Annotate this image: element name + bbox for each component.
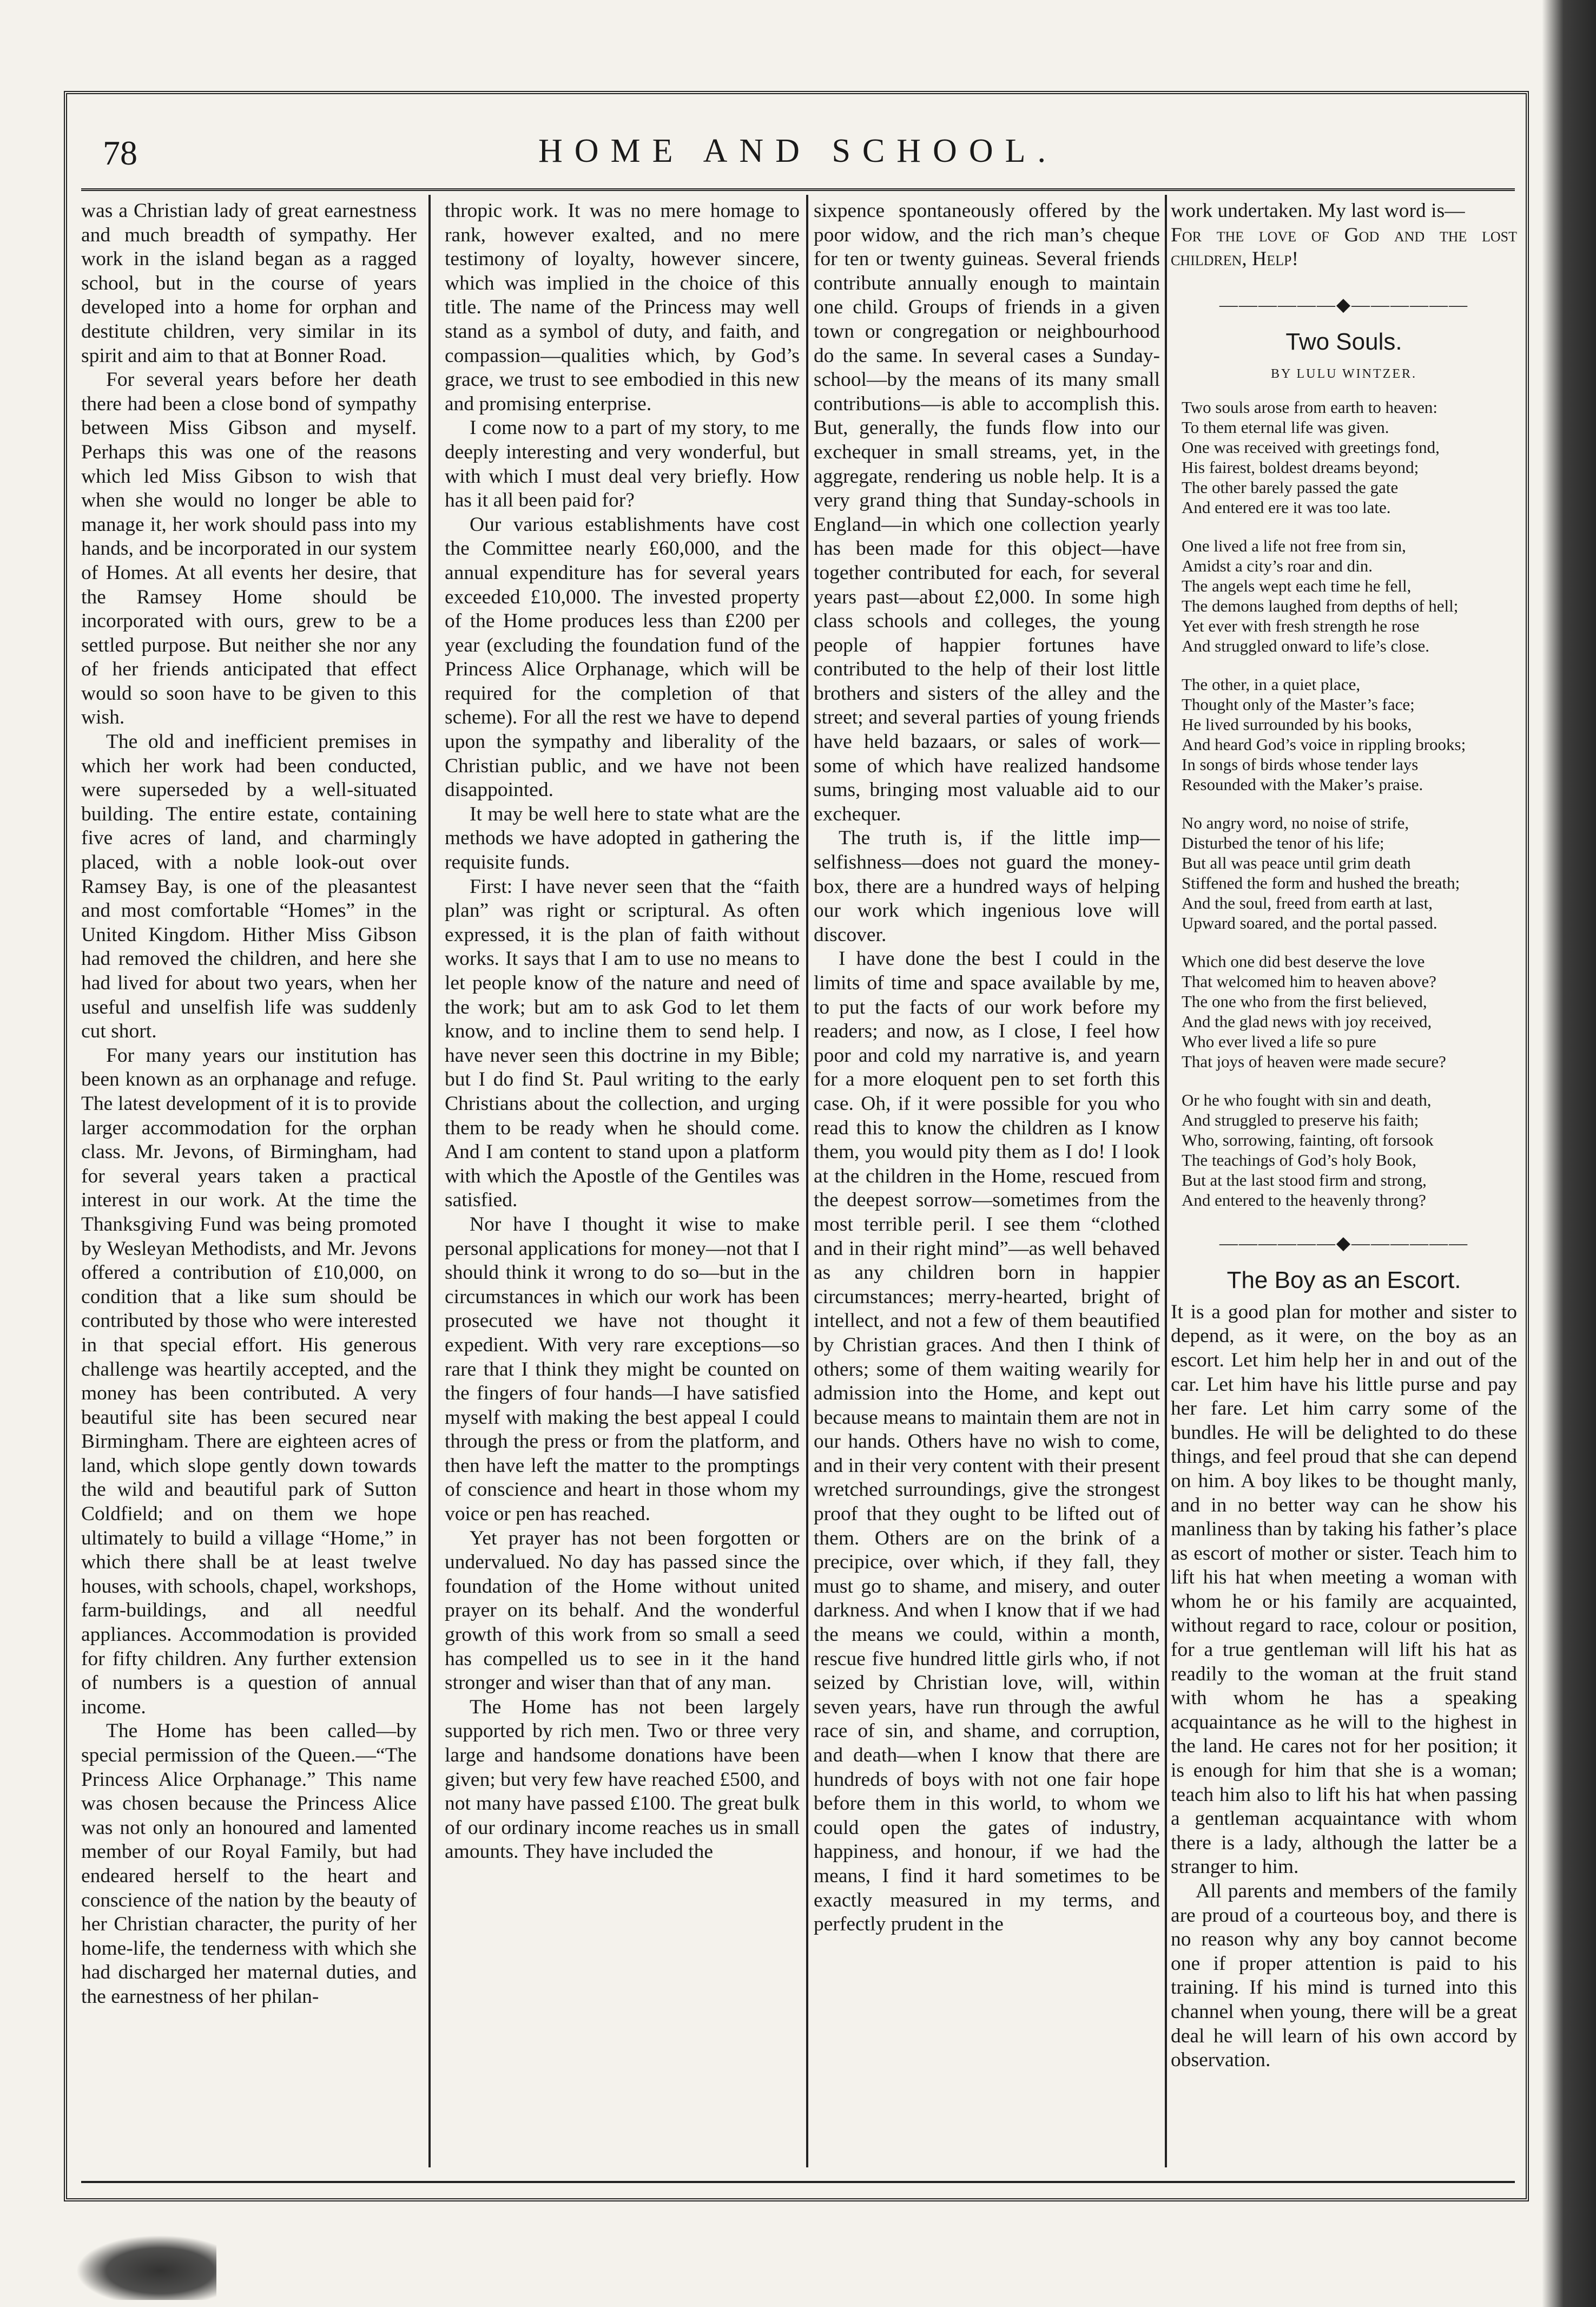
column-4 — [1171, 199, 1517, 2164]
poem-stanza — [1182, 1090, 1517, 1210]
poem-stanza — [1182, 397, 1517, 517]
ornament-divider: ——————◆—————— — [1219, 294, 1469, 315]
poem-line: That welcomed him to heaven above? — [1182, 971, 1436, 991]
closing-appeal: For the love of God and the lost children, Help! — [1171, 224, 1517, 271]
column-1 — [81, 199, 417, 2164]
paragraph: All parents and members of the family are proud of a courteous boy, and there is no reason why any boy cannot become one if proper attention is paid to his training. If his mind is turned into this channel when young, there will be a great deal he will learn of his own accord by observation. — [1171, 1880, 1517, 2072]
paragraph: The truth is, if the little imp—selfishness—does not guard the money-box, there are a hundred ways of helping our work which ingenious love will discover. — [814, 827, 1160, 946]
paragraph: I come now to a part of my story, to me deeply interesting and very wonderful, but with which I must deal very briefly. How has it all been paid for? — [445, 417, 800, 512]
paragraph: I have done the best I could in the limits of time and space available by me, to put the facts of our work before my readers; and now, as I close, I feel how poor and cold my narrative is, and yearn for a more eloquent pen to set forth this case. Oh, if it were possible for you who read this to know the children as I know them, you would pity them as I do! I look at the children in the Home, rescued from the deepest sorrow—sometimes from the most terrible peril. I see them “clothed and in their right mind”—as well behaved as any children born in happier circumstances; merry-hearted, bright of intellect, and not a few of them beautified by Christian graces. And then I think of others; some of them waiting wearily for admission into the Home, and kept out because means to maintain them are not in our hands. Others have no wish to come, and in their very content with their present wretched surroundings, give the strongest proof that they ought to be lifted out of them. Others are on the brink of a precipice, over which, if they fall, they must go to shame, and misery, and outer darkness. And when I know that if we had the means we could, within a month, rescue five hundred little girls who, if not seized by Christian love, will, within seven years, have run through the awful race of sin, and shame, and corruption, and death—when I know that there are hundreds of boys with not one fair hope before them in this world, to whom we could open the gates of industry, happiness, and honour, if we had the means, I find it hard sometimes to be exactly measured in my terms, and perfectly prudent in the — [814, 948, 1160, 1936]
paragraph-end: work undertaken. My last word is— — [1171, 200, 1465, 222]
article-title: The Boy as an Escort. — [1226, 1267, 1461, 1294]
paragraph: First: I have never seen that the “faith plan” was right or scriptural. As often expressed, it is the plan of faith without works. It says that I am to use no means to let people know of the nature and need of the work; but am to ask God to let them know, and to incline them to send help. I have never seen this doctrine in my Bible; but I do find St. Paul writing to the early Christians about the collection, and urging them to be ready when he should come. And I am content to stand upon a platform with which the Apostle of the Gentiles was satisfied. — [445, 875, 800, 1212]
poem-stanza — [1182, 951, 1517, 1072]
poem-line: Disturbed the tenor of his life; — [1182, 833, 1384, 852]
poem-line: The other barely passed the gate — [1182, 477, 1399, 497]
poem-line: The demons laughed from depths of hell; — [1182, 596, 1459, 615]
ornament-divider: ——————◆—————— — [1219, 1233, 1469, 1253]
poem-line: His fairest, boldest dreams beyond; — [1182, 457, 1419, 477]
poem-line: And struggled onward to life’s close. — [1182, 636, 1430, 655]
masthead: HOME AND SCHOOL. — [538, 133, 1058, 169]
poem-line: Resounded with the Maker’s praise. — [1182, 774, 1423, 794]
poem-line: And the glad news with joy received, — [1182, 1011, 1432, 1031]
paragraph: sixpence spontaneously offered by the poor widow, and the rich man’s cheque for ten or twenty guineas. Several friends contribute annually enough to maintain one child. Groups of friends in a given town or congregation or neighbourhood do the same. In several cases a Sunday-school—by the means of its many small contributions—is able to accomplish this. But, generally, the funds flow into our exchequer in small streams, yet, in the aggregate, rendering us noble help. It is a very grand thing that Sunday-schools in England—in which one collection yearly has been made for this object—have together contributed for each, for several years past—about £2,000. In some high class schools and colleges, the young people of happier fortunes have contributed to the help of their lost little brothers and sisters of the alley and the street; and several parties of young friends have held bazaars, or sales of work—some of which have realized handsome sums, bringing most valuable aid to our exchequer. — [814, 200, 1160, 825]
poem-line: Amidst a city’s roar and din. — [1182, 556, 1373, 575]
poem-stanza — [1182, 813, 1517, 933]
paragraph: For several years before her death there had been a close bond of sympathy between Miss Gibson and myself. Perhaps this was one of the reasons which led Miss Gibson to wish that when she would no longer be able to manage it, her work should pass into my hands, and be incorporated in our system of Homes. At all events her desire, that the Ramsey Home should be incorporated with ours, grew to be a settled purpose. But neither she nor any of her friends anticipated that effect would so soon have to be given to this wish. — [81, 369, 417, 729]
column-2 — [445, 199, 800, 2164]
bottom-rule — [81, 2181, 1515, 2183]
poem-line: That joys of heaven were made secure? — [1182, 1051, 1446, 1071]
poem-line: The other, in a quiet place, — [1182, 674, 1361, 694]
poem-line: And entered to the heavenly throng? — [1182, 1190, 1426, 1210]
scan-edge-shadow — [1542, 0, 1596, 2307]
paragraph: For many years our institution has been known as an orphanage and refuge. The latest development of it is to provide larger accommodation for the orphan class. Mr. Jevons, of Birmingham, had for several years taken a practical interest in our work. At the time the Thanksgiving Fund was being promoted by Wesleyan Methodists, and Mr. Jevons offered a contribution of £10,000, on condition that a like sum should be contributed by those who were interested in that special effort. His generous challenge was heartily accepted, and the money has been contributed. A very beautiful site has been secured near Birmingham. There are eighteen acres of land, which slope gently down towards the wild and beautiful park of Sutton Coldfield; and on them we hope ultimately to build a village “Home,” in which there shall be at least twelve houses, with schools, chapel, workshops, farm-buildings, and all needful appliances. Accommodation is provided for fifty children. Any further extension of numbers is a question of annual income. — [81, 1044, 417, 1718]
paragraph: It may be well here to state what are the methods we have adopted in gathering the requisite funds. — [445, 803, 800, 874]
poem — [1171, 397, 1517, 1210]
poem-line: The angels wept each time he fell, — [1182, 576, 1412, 595]
poem-line: But at the last stood firm and strong, — [1182, 1170, 1427, 1189]
paragraph: was a Christian lady of great earnestness and much breadth of sympathy. Her work in the island began as a ragged school, but in the course of years developed into a home for orphan and destitute children, very similar in its spirit and aim to that at Bonner Road. — [81, 200, 417, 367]
poem-line: Stiffened the form and hushed the breath; — [1182, 873, 1460, 892]
paragraph: Nor have I thought it wise to make personal applications for money—not that I should think it wrong to do so—but in the circumstances in which our work has been prosecuted we have not thought it expedient. With very rare exceptions—so rare that I think they might be counted on the fingers of four hands—I have satisfied myself with making the best appeal I could through the press or from the platform, and then have left the matter to the promptings of conscience and heart in those whom my voice or pen has reached. — [445, 1213, 800, 1526]
paragraph: The Home has been called—by special permission of the Queen.—“The Princess Alice Orphanage.” This name was chosen because the Princess Alice was not only an honoured and lamented member of our Royal Family, but had endeared herself to the heart and conscience of the nation by the beauty of her Christian character, the purity of her home-life, the tenderness with which she had discharged her maternal duties, and the earnestness of her philan- — [81, 1720, 417, 2008]
column-3 — [814, 199, 1160, 2164]
poem-line: Yet ever with fresh strength he rose — [1182, 616, 1420, 635]
poem-line: Or he who fought with sin and death, — [1182, 1090, 1432, 1109]
poem-line: Upward soared, and the portal passed. — [1182, 913, 1437, 932]
poem-stanza — [1182, 674, 1517, 794]
poem-line: Thought only of the Master’s face; — [1182, 694, 1415, 714]
poem-line: Two souls arose from earth to heaven: — [1182, 397, 1438, 417]
column-rule — [1165, 195, 1167, 2167]
poem-line: He lived surrounded by his books, — [1182, 714, 1412, 734]
poem-line: One was received with greetings fond, — [1182, 437, 1440, 457]
poem-line: Which one did best deserve the love — [1182, 951, 1425, 971]
column-rule — [806, 195, 808, 2167]
page-number: 78 — [103, 134, 137, 172]
poem-stanza — [1182, 536, 1517, 656]
poem-line: The teachings of God’s holy Book, — [1182, 1150, 1416, 1169]
paragraph: The Home has not been largely supported by rich men. Two or three very large and handsome donations have been given; but very few have reached £500, and not many have passed £100. The great bulk of our ordinary income reaches us in small amounts. They have included the — [445, 1695, 800, 1863]
page-header — [81, 129, 1515, 191]
paragraph: It is a good plan for mother and sister to depend, as it were, on the boy as an escort. Let him help her in and out of the car. Let him have his little purse and pay her fare. Let him carry some of the bundles. He will be delighted to do these things, and feel proud that she can depend on him. A boy likes to be thought manly, and in no better way can he show his manliness than by taking his father’s place as escort of mother or sister. Teach him to lift his hat when meeting a woman with whom he or his family are acquainted, without regard to race, colour or position, for a true gentleman will lift his hat as readily to the woman at the fruit stand with whom he has a speaking acquaintance as he will to the highest in the land. He cares not for her position; it is enough for him that she is a woman; teach him also to lift his hat when passing a gentleman acquaintance with whom there is a lady, although the latter be a stranger to him. — [1171, 1300, 1517, 1878]
poem-line: And the soul, freed from earth at last, — [1182, 893, 1433, 912]
poem-line: And entered ere it was too late. — [1182, 497, 1391, 517]
poem-byline: BY LULU WINTZER. — [1271, 366, 1417, 381]
paragraph: The old and inefficient premises in which her work had been conducted, were superseded by a well-situated building. The entire estate, containing five acres of land, and charmingly placed, with a noble look-out over Ramsey Bay, is one of the pleasantest and most comfortable “Homes” in the United Kingdom. Hither Miss Gibson had removed the children, and here she had lived for about two years, when her useful and unselfish life was suddenly cut short. — [81, 731, 417, 1043]
paragraph: Our various establishments have cost the Committee nearly £60,000, and the annual expenditure has for several years exceeded £10,000. The invested property of the Home produces less than £200 per year (excluding the foundation fund of the Princess Alice Orphanage, which will be required for the completion of that scheme). For all the rest we have to depend upon the sympathy and liberality of the Christian public, and we have not been disappointed. — [445, 513, 800, 801]
poem-line: To them eternal life was given. — [1182, 417, 1389, 437]
poem-line: Who ever lived a life so pure — [1182, 1031, 1376, 1051]
poem-title: Two Souls. — [1285, 328, 1402, 356]
paragraph: Yet prayer has not been forgotten or undervalued. No day has passed since the foundation of the Home without united prayer on its behalf. And the wonderful growth of this work from so small a seed has compelled us to see in it the hand stronger and wiser than that of any man. — [445, 1527, 800, 1694]
poem-line: Who, sorrowing, fainting, oft forsook — [1182, 1130, 1434, 1149]
paragraph: thropic work. It was no mere homage to rank, however exalted, and no mere testimony of loyalty, however sincere, which was implied in the choice of this title. The name of the Princess may well stand as a symbol of duty, and faith, and compassion—qualities which, by God’s grace, we trust to see embodied in this new and promising enterprise. — [445, 200, 800, 415]
poem-line: No angry word, no noise of strife, — [1182, 813, 1409, 832]
poem-line: In songs of birds whose tender lays — [1182, 754, 1419, 774]
column-rule — [428, 195, 431, 2167]
poem-line: But all was peace until grim death — [1182, 853, 1411, 872]
poem-line: And heard God’s voice in rippling brooks; — [1182, 734, 1466, 754]
poem-line: One lived a life not free from sin, — [1182, 536, 1406, 555]
scan-blot — [76, 2235, 216, 2300]
poem-line: The one who from the first believed, — [1182, 991, 1427, 1011]
poem-line: And struggled to preserve his faith; — [1182, 1110, 1419, 1129]
